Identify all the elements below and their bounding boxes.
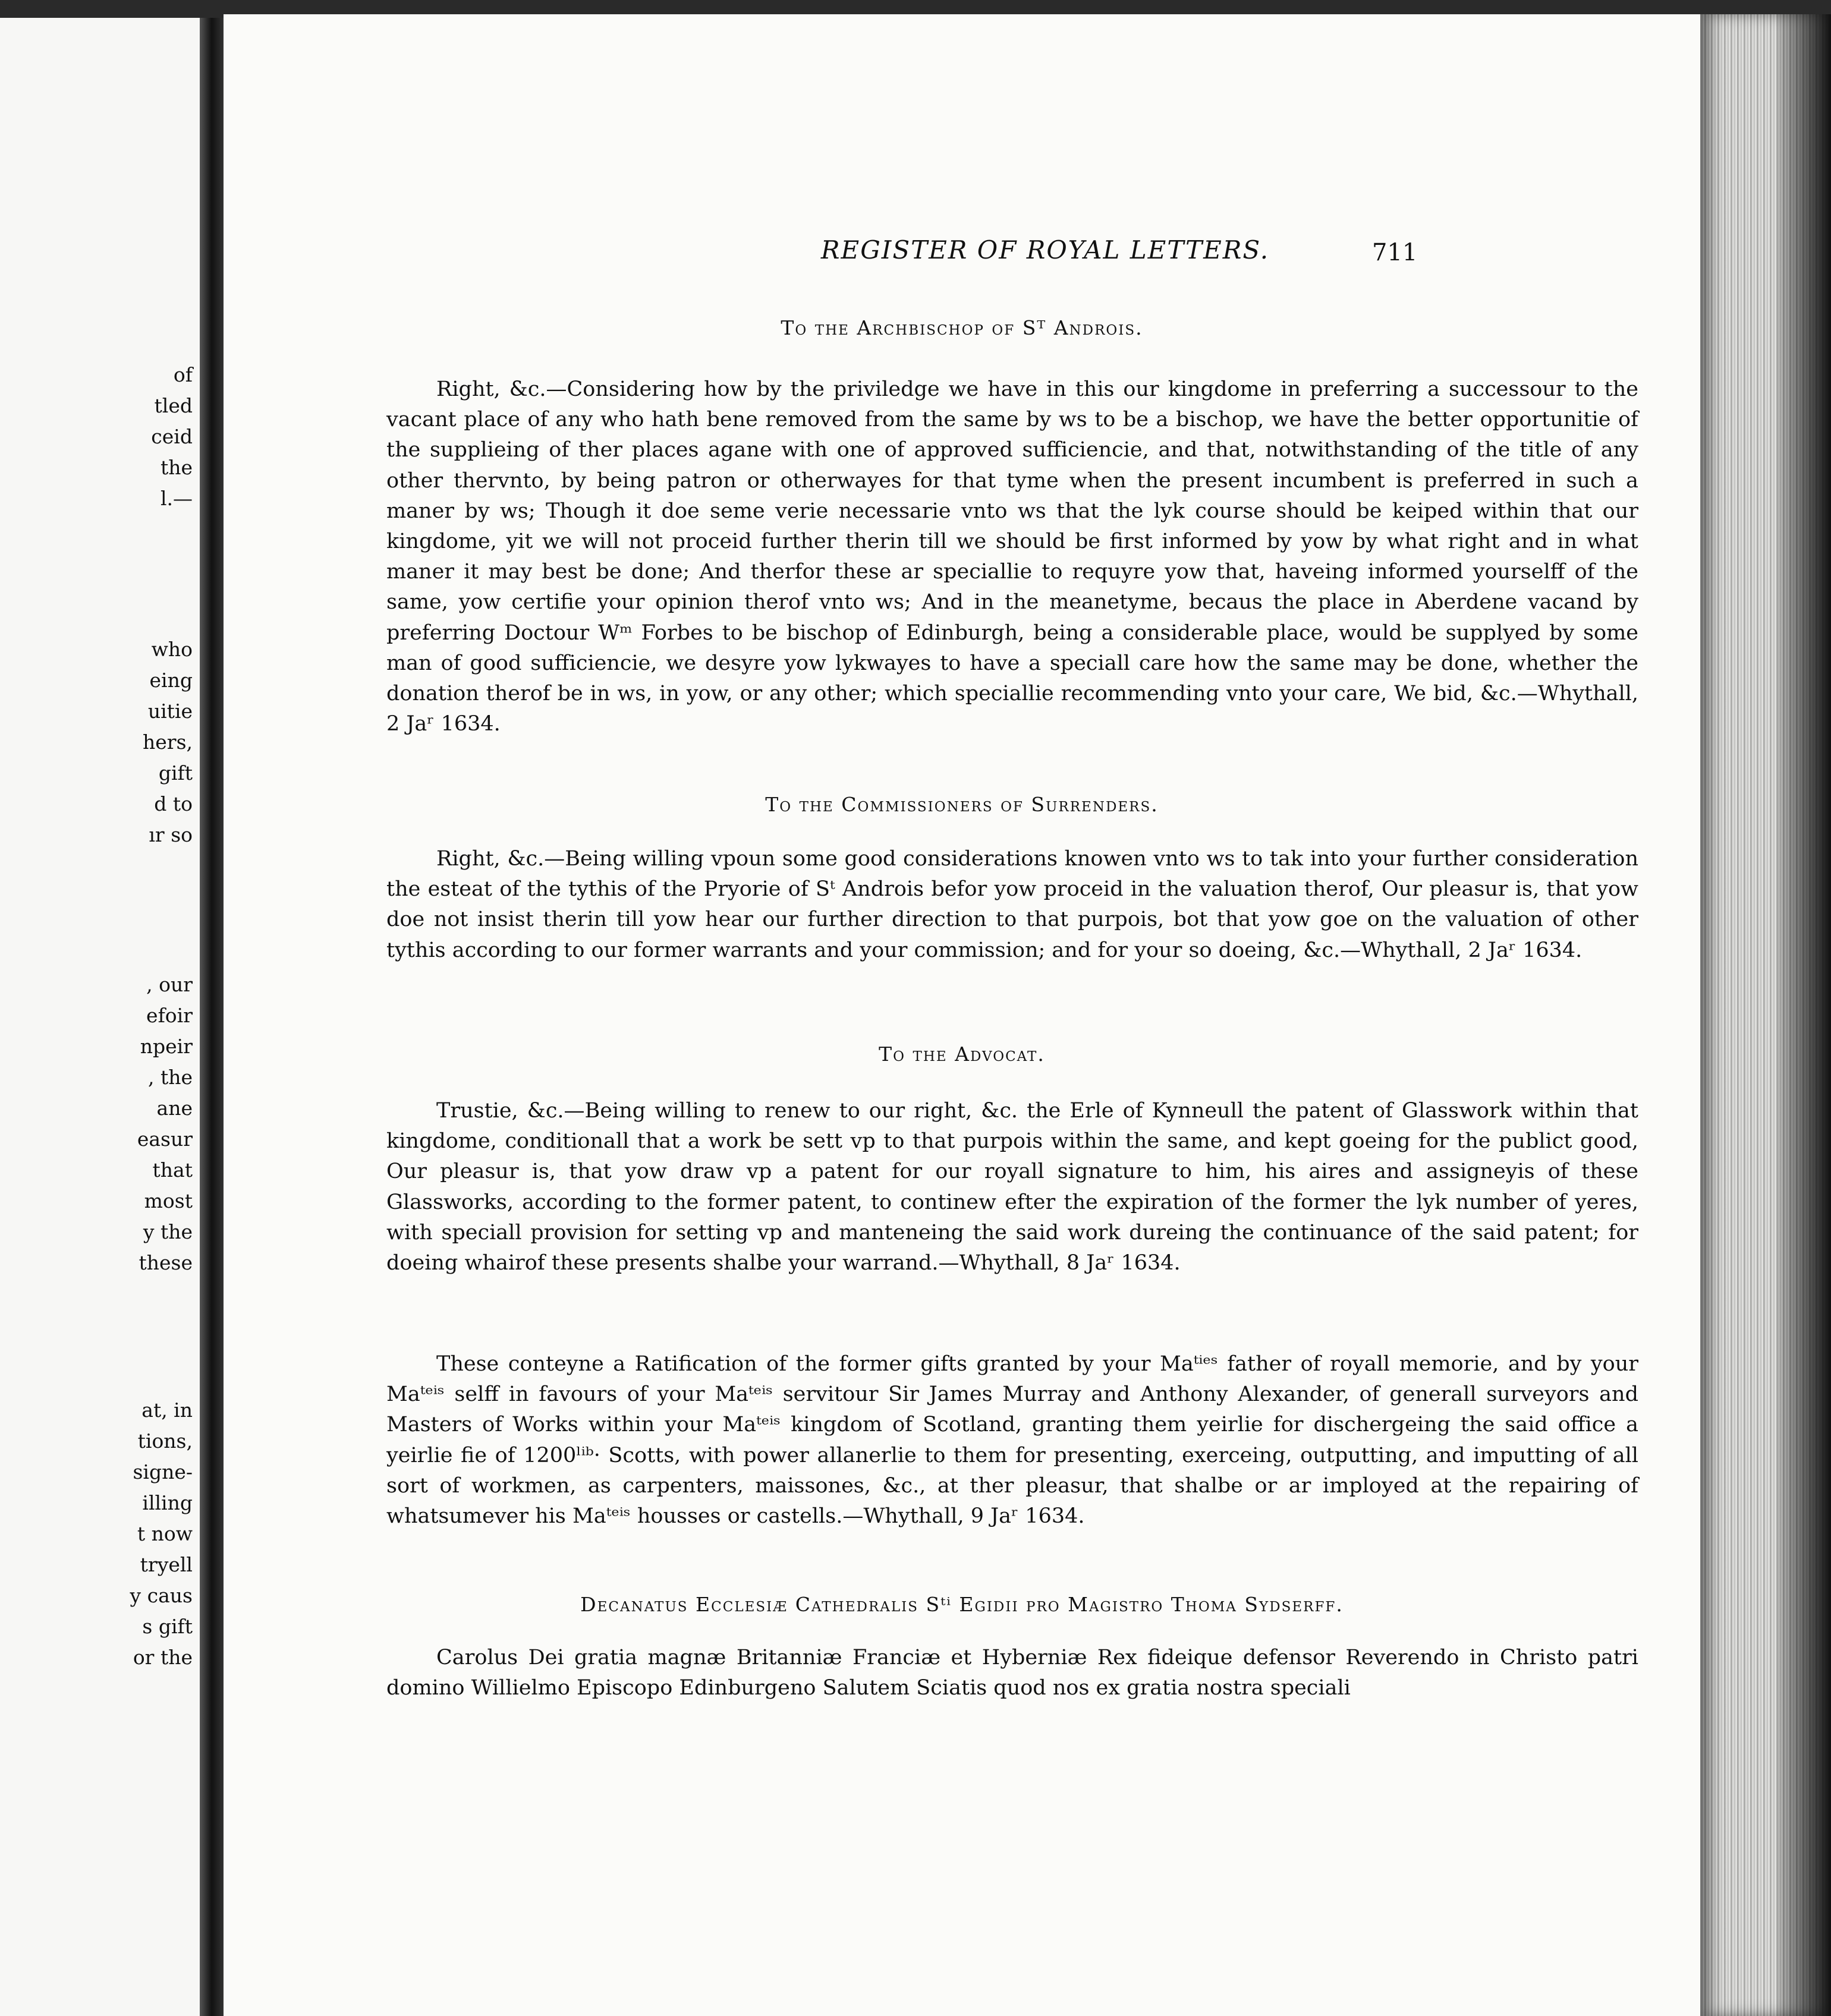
- left-page-line: easur: [137, 1127, 193, 1151]
- section-body: Right, &c.—Being willing vpoun some good considerations knowen vnto ws to tak into your further consideration the esteat of the tythis of the Pryorie of Sᵗ Androis befor yow proceid in the valuation therof, Our pleasur is, that yow doe not insist therin till yow hear our further direction to that purpois, bot that yow goe on the valuation of other tythis according to our former warrants and your commission; and for your so doeing, &c.—Whythall, 2 Jaʳ 1634.: [386, 847, 1638, 962]
- section-heading: To the Advocat.: [879, 1042, 1045, 1066]
- main-page: [224, 14, 1700, 2016]
- left-page-line: s gift: [142, 1615, 193, 1638]
- section-heading: To the Archbischop of Sᵀ Androis.: [781, 316, 1143, 339]
- left-page-line: ceid: [151, 425, 193, 448]
- book-edge-shadow: [1777, 14, 1831, 2016]
- left-page-line: ane: [156, 1097, 193, 1120]
- section-body: These conteyne a Ratification of the former gifts granted by your Maᵗⁱᵉˢ father of royall memorie, and by your Maᵗᵉⁱˢ selff in favours of your Maᵗᵉⁱˢ servitour Sir James Murray and Anthony Alexander, of generall surveyors and Masters of Works within your Maᵗᵉⁱˢ kingdom of Scotland, granting them yeirlie for dischergeing the said office a yeirlie fie of 1200ˡⁱᵇ· Scotts, with power allanerlie to them for presenting, exerceing, outputting, and imputting of all sort of workmen, as carpenters, maissones, &c., at ther pleasur, that shalbe or ar imployed at the repairing of whatsumever his Maᵗᵉⁱˢ housses or castells.—Whythall, 9 Jaʳ 1634.: [386, 1352, 1638, 1529]
- left-page-line: at, in: [141, 1398, 193, 1422]
- left-page-line: the: [160, 456, 193, 479]
- left-page-line: efoir: [146, 1004, 193, 1027]
- left-page-line: illing: [142, 1491, 193, 1514]
- left-page-line: tions,: [137, 1429, 193, 1453]
- left-page-line: most: [144, 1189, 193, 1212]
- left-page-line: signe-: [133, 1460, 193, 1483]
- left-page-fragment: [0, 18, 202, 2016]
- left-page-line: , the: [147, 1066, 193, 1089]
- book-gutter: [200, 18, 224, 2016]
- left-page-line: that: [152, 1158, 193, 1182]
- left-page-line: ır so: [149, 823, 193, 846]
- left-page-line: t now: [137, 1522, 193, 1545]
- left-page-line: npeir: [140, 1035, 193, 1058]
- left-page-line: y the: [143, 1220, 193, 1243]
- section-body: Carolus Dei gratia magnæ Britanniæ Franciæ et Hyberniæ Rex fideique defensor Reverendo in Christo patri domino Willielmo Episcopo Edinburgeno Salutem Sciatis quod nos ex gratia nostra speciali: [386, 1646, 1638, 1700]
- left-page-line: d to: [154, 792, 193, 815]
- left-page-line: eing: [149, 669, 193, 692]
- left-page-line: or the: [133, 1646, 193, 1669]
- left-page-line: these: [139, 1251, 193, 1274]
- left-page-line: who: [151, 638, 193, 661]
- left-page-line: l.—: [160, 487, 193, 510]
- section-body: Right, &c.—Considering how by the priviledge we have in this our kingdome in preferring a successour to the vacant place of any who hath bene removed from the same by ws to be a bischop, we have the better opportunitie of the supplieing of ther places agane with one of approved sufficiencie, and that, notwithstanding of the title of any other thervnto, by being patron or otherwayes for that tyme when the present incumbent is preferred in such a maner by ws; Though it doe seme verie necessarie vnto ws that the lyk course should be keiped within that our kingdome, yit we will not proceid further therin till we should be first informed by yow by what right and in what maner it may best be done; And therfor these ar speciallie to requyre yow that, haveing informed yourselff of the same, yow certifie your opinion therof vnto ws; And in the meanetyme, becaus the place in Aberdene vacand by preferring Doctour Wᵐ Forbes to be bischop of Edinburgh, being a considerable place, would be supplyed by some man of good sufficiencie, we desyre yow lykwayes to have a speciall care how the same may be done, whether the donation therof be in ws, in yow, or any other; which speciallie recommending vnto your care, We bid, &c.—Whythall, 2 Jaʳ 1634.: [386, 377, 1638, 736]
- left-page-line: hers,: [143, 730, 193, 754]
- left-page-line: y caus: [130, 1584, 193, 1607]
- left-page-line: gift: [158, 761, 193, 785]
- left-page-line: , our: [146, 973, 193, 996]
- running-head: REGISTER OF ROYAL LETTERS.: [820, 235, 1270, 264]
- left-page-line: tled: [154, 394, 193, 417]
- left-page-line: of: [173, 363, 193, 386]
- section-heading: To the Commissioners of Surrenders.: [765, 793, 1159, 816]
- page-number: 711: [1372, 239, 1418, 266]
- section-body: Trustie, &c.—Being willing to renew to our right, &c. the Erle of Kynneull the patent of Glasswork within that kingdome, conditionall that a work be sett vp to that purpois within the same, and kept goeing for the publict good, Our pleasur is, that yow draw vp a patent for our royall signature to him, his aires and assigneyis of these Glassworks, according to the former patent, to continew efter the expiration of the former the lyk number of yeres, with speciall provision for setting vp and manteneing the said work dureing the continuance of the said patent; for doeing whairof these presents shalbe your warrand.—Whythall, 8 Jaʳ 1634.: [386, 1099, 1638, 1275]
- left-page-line: tryell: [140, 1553, 193, 1576]
- section-heading: Decanatus Ecclesiæ Cathedralis Sᵗⁱ Egidii pro Magistro Thoma Sydserff.: [580, 1593, 1344, 1616]
- left-page-line: uitie: [147, 700, 193, 723]
